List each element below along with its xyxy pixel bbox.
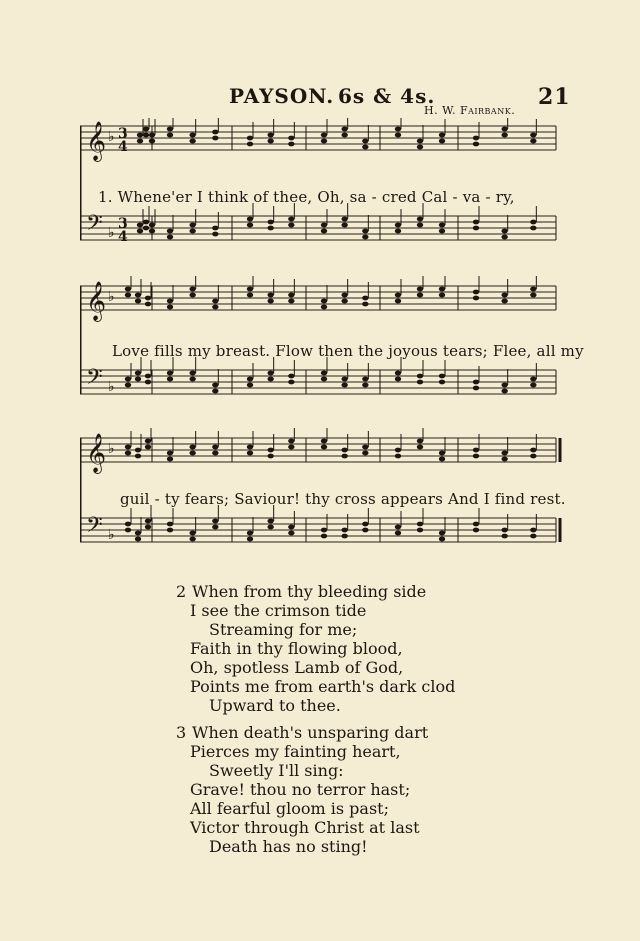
lyric-line-2: Love fills my breast. Flow then the joyous tears; Flee, all my — [112, 342, 584, 360]
verse-2 — [176, 582, 455, 715]
notehead — [417, 217, 423, 222]
notehead — [149, 223, 155, 228]
notehead — [362, 296, 368, 301]
notehead — [530, 454, 536, 459]
notehead — [473, 454, 479, 459]
notehead — [473, 380, 479, 385]
notehead — [530, 534, 536, 539]
notehead — [439, 457, 445, 462]
notehead — [288, 136, 294, 141]
notehead — [341, 217, 347, 222]
composer-credit: H. W. Fairbank. — [424, 104, 516, 117]
notehead — [473, 448, 479, 453]
notehead — [439, 380, 445, 385]
verse-line: 3 When death's unsparing dart — [176, 723, 429, 742]
verse-line: Victor through Christ at last — [190, 818, 420, 837]
notehead — [267, 133, 273, 138]
notehead — [362, 451, 368, 456]
notehead — [189, 229, 195, 234]
notehead — [321, 439, 327, 444]
notehead — [143, 220, 149, 225]
notehead — [417, 439, 423, 444]
notehead — [135, 377, 141, 382]
notehead — [341, 299, 347, 304]
notehead — [530, 528, 536, 533]
notehead — [267, 293, 273, 298]
notehead — [212, 232, 218, 237]
notehead — [530, 287, 536, 292]
notehead — [167, 377, 173, 382]
notehead — [501, 229, 507, 234]
bass-clef-icon: 𝄢 — [86, 513, 103, 543]
notehead — [135, 448, 141, 453]
verse-line: Sweetly I'll sing: — [209, 761, 344, 780]
notehead — [247, 377, 253, 382]
notehead — [395, 371, 401, 376]
notehead — [417, 380, 423, 385]
notehead — [321, 528, 327, 533]
verse-line: Faith in thy flowing blood, — [190, 639, 403, 658]
notehead — [137, 223, 143, 228]
notehead — [439, 374, 445, 379]
notehead — [530, 448, 536, 453]
bass-clef-icon: 𝄢 — [86, 365, 103, 395]
verse-3 — [176, 723, 455, 856]
notehead — [395, 293, 401, 298]
notehead — [247, 537, 253, 542]
notehead — [473, 522, 479, 527]
additional-verses — [176, 582, 455, 864]
notehead — [212, 519, 218, 524]
notehead — [167, 451, 173, 456]
notehead — [247, 445, 253, 450]
notehead — [341, 534, 347, 539]
notehead — [189, 451, 195, 456]
notehead — [143, 133, 149, 138]
notehead — [247, 451, 253, 456]
page-number: 21 — [538, 84, 571, 110]
notehead — [288, 525, 294, 530]
notehead — [267, 371, 273, 376]
notehead — [501, 383, 507, 388]
notehead — [501, 389, 507, 394]
notehead — [288, 223, 294, 228]
notehead — [189, 371, 195, 376]
notehead — [362, 528, 368, 533]
notehead — [417, 145, 423, 150]
notehead — [439, 133, 445, 138]
notehead — [501, 534, 507, 539]
notehead — [417, 139, 423, 144]
bass-clef-icon: 𝄢 — [86, 211, 103, 241]
notehead — [149, 133, 155, 138]
notehead — [288, 531, 294, 536]
notehead — [501, 528, 507, 533]
verse-number: 3 — [176, 723, 187, 742]
notehead — [395, 127, 401, 132]
notehead — [167, 127, 173, 132]
notehead — [439, 229, 445, 234]
notehead — [321, 534, 327, 539]
notehead — [362, 383, 368, 388]
notehead — [149, 229, 155, 234]
notehead — [288, 445, 294, 450]
notehead — [189, 377, 195, 382]
notehead — [212, 389, 218, 394]
notehead — [530, 139, 536, 144]
notehead — [145, 439, 151, 444]
notehead — [501, 235, 507, 240]
notehead — [288, 299, 294, 304]
notehead — [267, 454, 273, 459]
notehead — [145, 302, 151, 307]
notehead — [135, 371, 141, 376]
notehead — [167, 457, 173, 462]
notehead — [439, 293, 445, 298]
notehead — [473, 220, 479, 225]
notehead — [189, 133, 195, 138]
verse-line: Streaming for me; — [209, 620, 358, 639]
notehead — [125, 522, 131, 527]
notehead — [341, 377, 347, 382]
lyric-line-3: guil - ty fears; Saviour! thy cross appears And I find rest. — [120, 490, 566, 508]
notehead — [212, 299, 218, 304]
notehead — [135, 537, 141, 542]
notehead — [167, 528, 173, 533]
music-system-1 — [80, 118, 562, 258]
notehead — [247, 142, 253, 147]
notehead — [362, 139, 368, 144]
meter: 6s & 4s. — [338, 84, 436, 108]
notehead — [212, 136, 218, 141]
verse-line: Grave! thou no terror hast; — [190, 780, 411, 799]
flat-sign-icon: ♭ — [108, 441, 115, 457]
notehead — [321, 371, 327, 376]
notehead — [341, 383, 347, 388]
notehead — [149, 139, 155, 144]
notehead — [530, 133, 536, 138]
notehead — [321, 139, 327, 144]
notehead — [501, 133, 507, 138]
notehead — [167, 299, 173, 304]
notehead — [439, 223, 445, 228]
notehead — [501, 293, 507, 298]
notehead — [417, 522, 423, 527]
notehead — [362, 235, 368, 240]
notehead — [341, 223, 347, 228]
treble-clef-icon: 𝄞 — [86, 121, 107, 161]
notehead — [189, 287, 195, 292]
notehead — [395, 377, 401, 382]
notehead — [288, 217, 294, 222]
notehead — [145, 296, 151, 301]
notehead — [135, 299, 141, 304]
verse-line: Death has no sting! — [209, 837, 368, 856]
notehead — [212, 383, 218, 388]
notehead — [143, 127, 149, 132]
notehead — [362, 145, 368, 150]
notehead — [247, 287, 253, 292]
notehead — [189, 223, 195, 228]
notehead — [267, 139, 273, 144]
notehead — [395, 525, 401, 530]
notehead — [125, 451, 131, 456]
verse-line: All fearful gloom is past; — [190, 799, 389, 818]
notehead — [530, 220, 536, 225]
notehead — [362, 522, 368, 527]
notehead — [417, 223, 423, 228]
notehead — [395, 133, 401, 138]
notehead — [189, 293, 195, 298]
notehead — [530, 226, 536, 231]
notehead — [247, 293, 253, 298]
notehead — [143, 226, 149, 231]
notehead — [267, 448, 273, 453]
notehead — [267, 519, 273, 524]
flat-sign-icon: ♭ — [108, 527, 115, 543]
notehead — [395, 531, 401, 536]
verse-line: Points me from earth's dark clod — [190, 677, 456, 696]
notehead — [189, 537, 195, 542]
notehead — [439, 531, 445, 536]
flat-sign-icon: ♭ — [108, 225, 115, 241]
notehead — [439, 451, 445, 456]
notehead — [417, 445, 423, 450]
notehead — [341, 448, 347, 453]
notehead — [473, 142, 479, 147]
notehead — [439, 139, 445, 144]
notehead — [473, 290, 479, 295]
notehead — [341, 528, 347, 533]
notehead — [167, 305, 173, 310]
notehead — [125, 445, 131, 450]
notehead — [189, 445, 195, 450]
notehead — [167, 371, 173, 376]
notehead — [501, 457, 507, 462]
notehead — [189, 531, 195, 536]
tune-name: PAYSON. — [229, 84, 335, 108]
notehead — [212, 226, 218, 231]
verse-line: I see the crimson tide — [190, 601, 367, 620]
notehead — [288, 293, 294, 298]
notehead — [267, 377, 273, 382]
notehead — [417, 528, 423, 533]
notehead — [288, 439, 294, 444]
notehead — [167, 235, 173, 240]
notehead — [212, 451, 218, 456]
notehead — [473, 296, 479, 301]
notehead — [267, 220, 273, 225]
music-system-3 — [80, 428, 566, 568]
notehead — [321, 377, 327, 382]
time-signature-top: 3 — [118, 126, 128, 142]
notehead — [212, 525, 218, 530]
notehead — [135, 293, 141, 298]
notehead — [473, 226, 479, 231]
flat-sign-icon: ♭ — [108, 289, 115, 305]
notehead — [321, 223, 327, 228]
music-system-2 — [80, 276, 584, 416]
notehead — [145, 380, 151, 385]
notehead — [212, 130, 218, 135]
notehead — [417, 287, 423, 292]
notehead — [247, 223, 253, 228]
notehead — [530, 383, 536, 388]
notehead — [321, 305, 327, 310]
notehead — [530, 377, 536, 382]
notehead — [321, 445, 327, 450]
notehead — [501, 299, 507, 304]
notehead — [395, 229, 401, 234]
notehead — [247, 217, 253, 222]
notehead — [135, 454, 141, 459]
notehead — [530, 293, 536, 298]
notehead — [267, 226, 273, 231]
verse-line: 2 When from thy bleeding side — [176, 582, 427, 601]
verse-line: Pierces my fainting heart, — [190, 742, 401, 761]
notehead — [341, 127, 347, 132]
flat-sign-icon: ♭ — [108, 129, 115, 145]
notehead — [321, 229, 327, 234]
notehead — [417, 374, 423, 379]
notehead — [341, 454, 347, 459]
notehead — [125, 293, 131, 298]
notehead — [501, 451, 507, 456]
notehead — [167, 133, 173, 138]
treble-clef-icon: 𝄞 — [86, 281, 107, 321]
notehead — [267, 525, 273, 530]
notehead — [395, 223, 401, 228]
time-signature-bottom: 4 — [118, 229, 128, 245]
notehead — [362, 229, 368, 234]
notehead — [189, 139, 195, 144]
notehead — [145, 525, 151, 530]
notehead — [321, 133, 327, 138]
notehead — [288, 374, 294, 379]
notehead — [125, 287, 131, 292]
notehead — [125, 528, 131, 533]
notehead — [137, 133, 143, 138]
notehead — [395, 454, 401, 459]
notehead — [473, 136, 479, 141]
notehead — [473, 386, 479, 391]
notehead — [288, 142, 294, 147]
notehead — [362, 445, 368, 450]
notehead — [341, 293, 347, 298]
notehead — [439, 537, 445, 542]
notehead — [362, 377, 368, 382]
time-signature-bottom: 4 — [118, 139, 128, 155]
verse-line: Oh, spotless Lamb of God, — [190, 658, 404, 677]
time-signature-top: 3 — [118, 216, 128, 232]
verse-number: 2 — [176, 582, 187, 601]
notehead — [473, 528, 479, 533]
notehead — [362, 302, 368, 307]
verse-line: Upward to thee. — [209, 696, 341, 715]
notehead — [125, 377, 131, 382]
notehead — [145, 445, 151, 450]
notehead — [137, 229, 143, 234]
notehead — [145, 519, 151, 524]
treble-clef-icon: 𝄞 — [86, 433, 107, 473]
notehead — [395, 299, 401, 304]
notehead — [247, 136, 253, 141]
notehead — [137, 139, 143, 144]
notehead — [439, 287, 445, 292]
notehead — [247, 383, 253, 388]
notehead — [395, 448, 401, 453]
notehead — [417, 293, 423, 298]
notehead — [167, 229, 173, 234]
flat-sign-icon: ♭ — [108, 379, 115, 395]
notehead — [145, 374, 151, 379]
notehead — [341, 133, 347, 138]
lyric-line-1: 1. Whene'er I think of thee, Oh, sa - cred Cal - va - ry, — [98, 188, 515, 206]
notehead — [135, 531, 141, 536]
notehead — [212, 445, 218, 450]
notehead — [125, 383, 131, 388]
notehead — [212, 305, 218, 310]
notehead — [247, 531, 253, 536]
notehead — [167, 522, 173, 527]
notehead — [267, 299, 273, 304]
notehead — [321, 299, 327, 304]
notehead — [501, 127, 507, 132]
notehead — [288, 380, 294, 385]
